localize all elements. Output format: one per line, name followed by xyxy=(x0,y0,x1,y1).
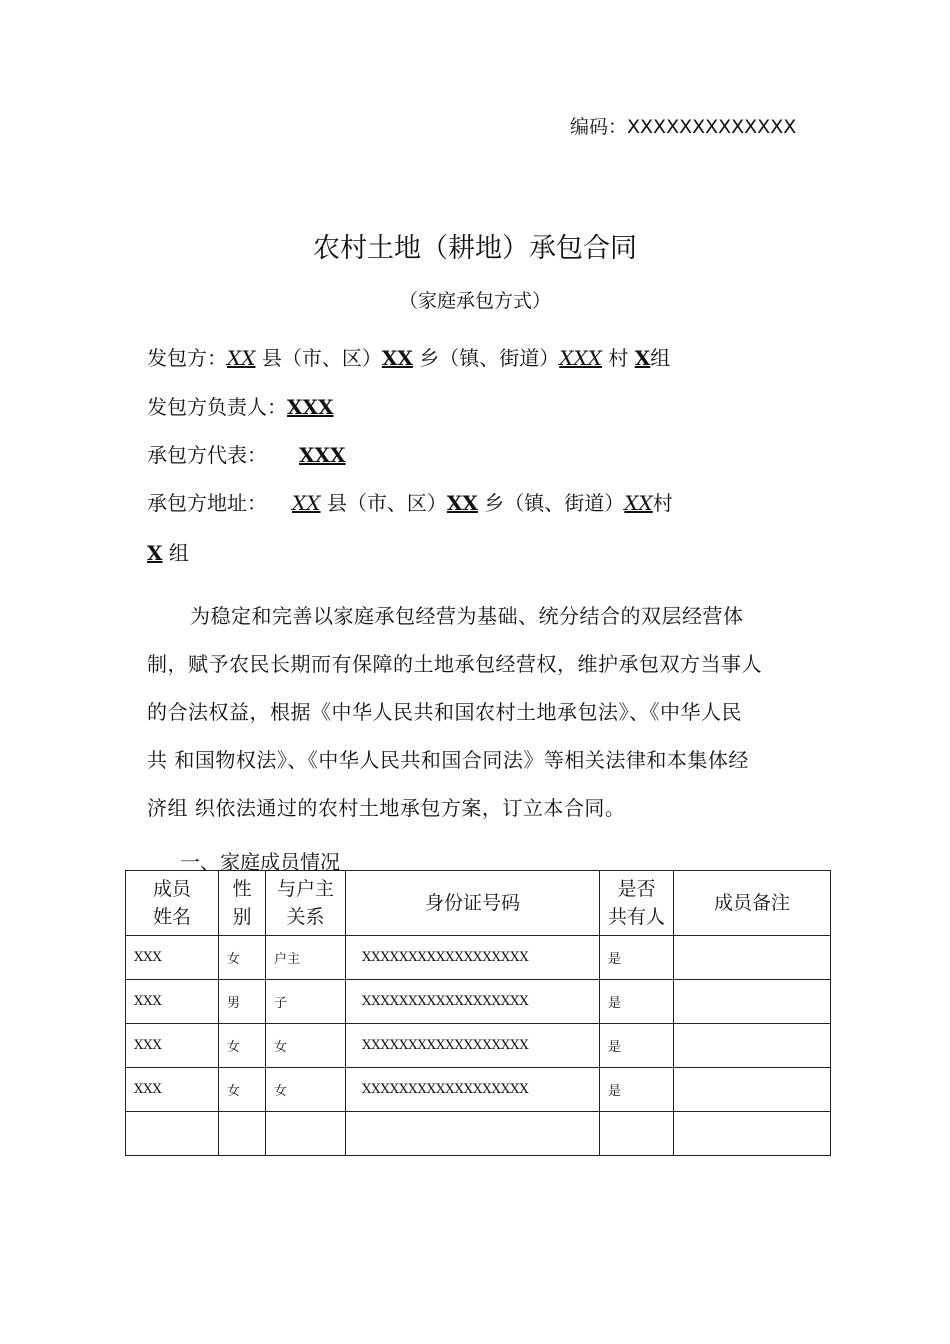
preamble-line: 共 和国物权法》、《中华人民共和国合同法》等相关法律和本集体经 xyxy=(147,748,749,772)
cell-gender xyxy=(219,1112,266,1156)
header-member-note: 成员备注 xyxy=(674,871,831,936)
cell-co-owner: 是 xyxy=(600,980,674,1024)
header-text: 别 xyxy=(232,906,252,928)
contractor-rep-line xyxy=(147,439,346,468)
issuer-head-line xyxy=(147,391,334,420)
cell-relation: 女 xyxy=(266,1068,346,1112)
cell-id-number: XXXXXXXXXXXXXXXXXX xyxy=(346,980,600,1024)
contract-title: 农村土地（耕地）承包合同 xyxy=(313,233,637,264)
preamble-line: 为稳定和完善以家庭承包经营为基础、统分结合的双层经营体 xyxy=(190,604,744,628)
issuer-village: XXX xyxy=(559,346,602,370)
header-text: 共有人 xyxy=(607,906,665,928)
issuer-head-label: 发包方负责人： xyxy=(147,395,287,419)
table-row xyxy=(126,1112,831,1156)
cell-relation: 子 xyxy=(266,980,346,1024)
cell-co-owner xyxy=(600,1112,674,1156)
table-row xyxy=(126,1024,831,1068)
preamble-line: 的合法权益，根据《中华人民共和国农村土地承包法》、《中华人民 xyxy=(147,700,742,724)
cell-gender: 男 xyxy=(219,980,266,1024)
issuer-line xyxy=(147,342,670,371)
contractor-rep-label: 承包方代表： xyxy=(147,443,267,467)
contractor-rep-value: XXX xyxy=(299,443,346,467)
cell-id-number: XXXXXXXXXXXXXXXXXX xyxy=(346,1024,600,1068)
contract-subtitle: （家庭承包方式） xyxy=(398,290,551,312)
table-header-row xyxy=(126,871,831,936)
issuer-township: XX xyxy=(381,346,413,370)
cell-id-number: XXXXXXXXXXXXXXXXXX xyxy=(346,1068,600,1112)
contractor-addr-line-2 xyxy=(147,537,189,566)
issuer-label: 发包方： xyxy=(147,346,227,370)
contractor-addr-village: XX xyxy=(624,491,653,515)
header-gender xyxy=(219,871,266,936)
contractor-addr-county: XX xyxy=(292,491,321,515)
preamble-line: 制，赋予农民长期而有保障的土地承包经营权，维护承包双方当事人 xyxy=(147,652,762,676)
document-code xyxy=(570,112,796,139)
cell-relation xyxy=(266,1112,346,1156)
issuer-county: XX xyxy=(227,346,256,370)
cell-name: XXX xyxy=(126,1024,219,1068)
contractor-addr-label: 承包方地址： xyxy=(147,491,267,515)
header-text: 关系 xyxy=(286,906,325,928)
cell-note xyxy=(674,1024,831,1068)
document-code-value: XXXXXXXXXXXXX xyxy=(627,116,797,138)
preamble-line: 济组 织依法通过的农村土地承包方案，订立本合同。 xyxy=(147,796,626,820)
header-text: 是否 xyxy=(617,878,656,900)
cell-id-number xyxy=(346,1112,600,1156)
cell-relation: 女 xyxy=(266,1024,346,1068)
issuer-county-suffix: 县（市、区） xyxy=(255,346,382,370)
cell-name xyxy=(126,1112,219,1156)
cell-gender: 女 xyxy=(219,936,266,980)
contractor-addr-group-suffix: 组 xyxy=(162,541,189,565)
cell-co-owner: 是 xyxy=(600,1024,674,1068)
issuer-head-value: XXX xyxy=(287,395,334,419)
cell-name: XXX xyxy=(126,936,219,980)
cell-note xyxy=(674,1112,831,1156)
contractor-addr-group: X xyxy=(147,541,163,565)
contractor-addr-township: XX xyxy=(446,491,478,515)
document-code-label: 编码： xyxy=(570,116,628,138)
cell-relation: 户主 xyxy=(266,936,346,980)
header-relation xyxy=(266,871,346,936)
cell-name: XXX xyxy=(126,1068,219,1112)
family-members-table xyxy=(125,870,831,1156)
table-row xyxy=(126,980,831,1024)
contractor-addr-line xyxy=(147,487,673,516)
cell-co-owner: 是 xyxy=(600,1068,674,1112)
issuer-group: X xyxy=(634,346,651,370)
header-text: 成员 xyxy=(152,878,191,900)
header-name xyxy=(126,871,219,936)
cell-gender: 女 xyxy=(219,1068,266,1112)
contractor-addr-county-suffix: 县（市、区） xyxy=(320,491,447,515)
table-row xyxy=(126,936,831,980)
cell-id-number: XXXXXXXXXXXXXXXXXX xyxy=(346,936,600,980)
header-text: 姓名 xyxy=(152,906,191,928)
issuer-village-suffix: 村 xyxy=(601,346,635,370)
cell-co-owner: 是 xyxy=(600,936,674,980)
cell-note xyxy=(674,980,831,1024)
table-row xyxy=(126,1068,831,1112)
cell-name: XXX xyxy=(126,980,219,1024)
header-id-number: 身份证号码 xyxy=(346,871,600,936)
contractor-addr-village-suffix: 村 xyxy=(652,491,673,515)
contractor-addr-township-suffix: 乡（镇、街道） xyxy=(477,491,625,515)
header-text: 与户主 xyxy=(276,878,334,900)
issuer-group-suffix: 组 xyxy=(650,346,671,370)
header-co-owner xyxy=(600,871,674,936)
issuer-township-suffix: 乡（镇、街道） xyxy=(412,346,560,370)
section-family-members-title: 一、家庭成员情况 xyxy=(180,850,340,874)
cell-gender: 女 xyxy=(219,1024,266,1068)
header-text: 性 xyxy=(232,878,252,900)
cell-note xyxy=(674,936,831,980)
cell-note xyxy=(674,1068,831,1112)
